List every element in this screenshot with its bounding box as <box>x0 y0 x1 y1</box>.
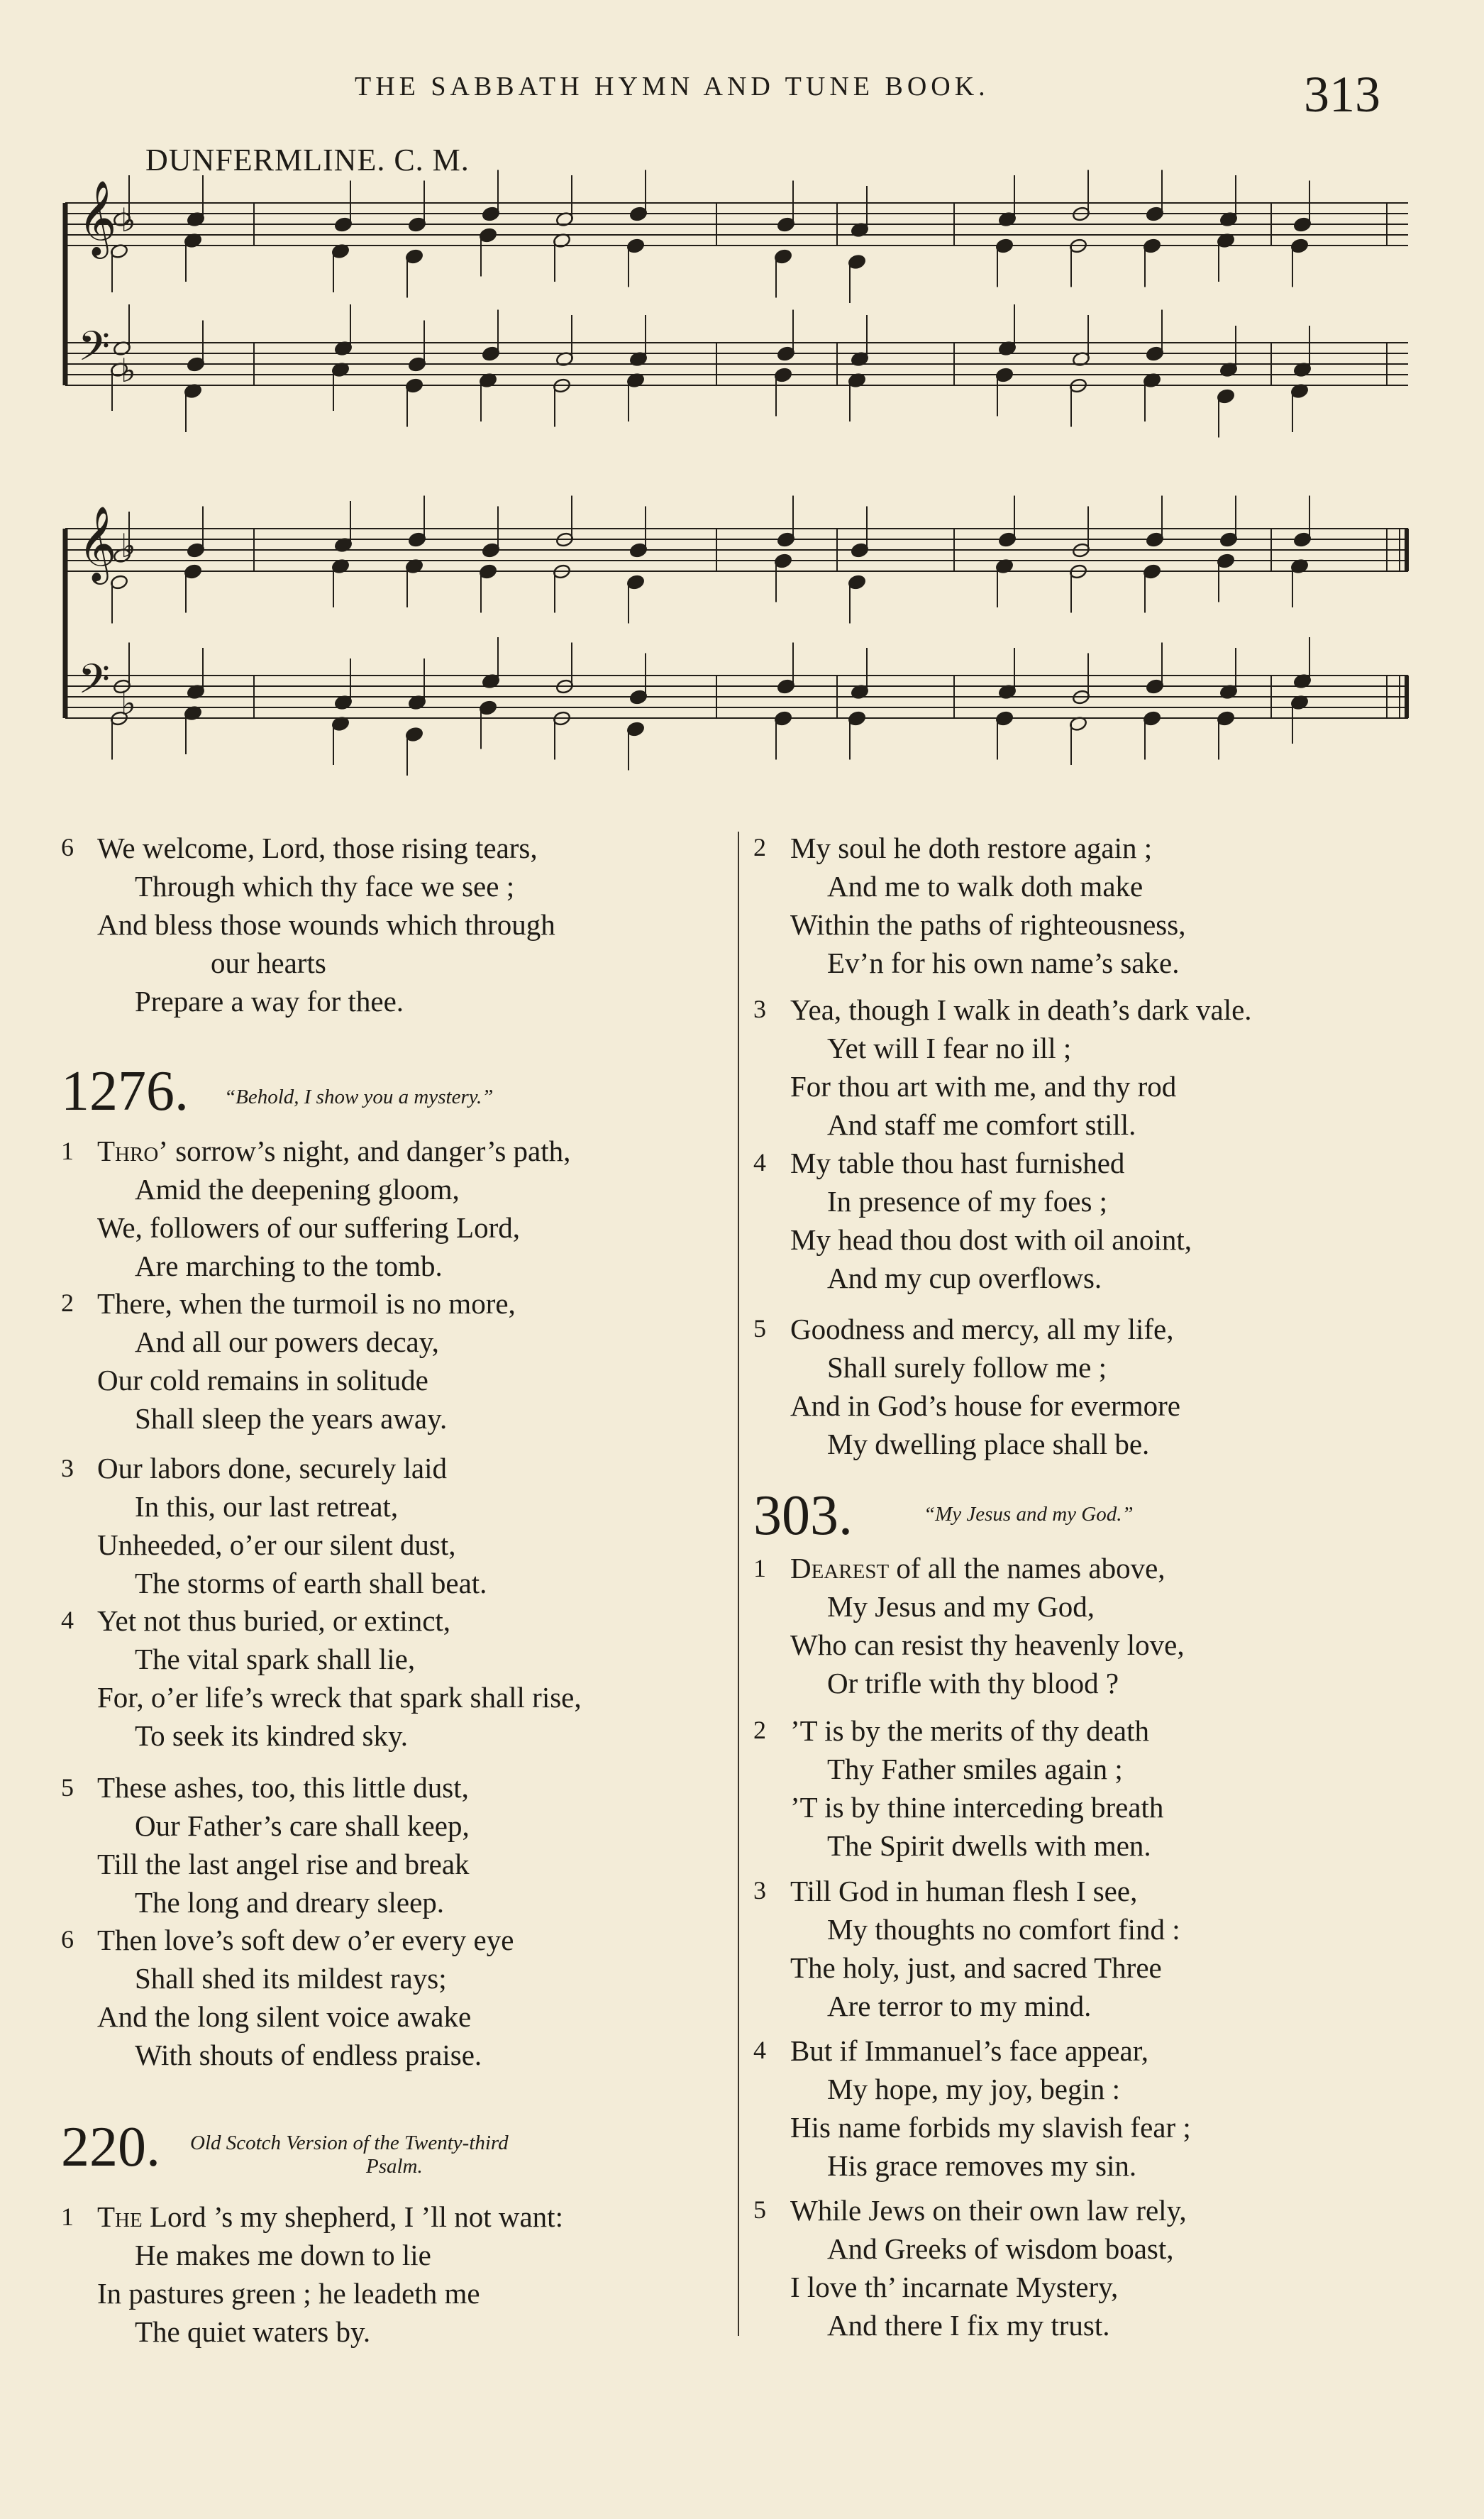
stanza-number: 3 <box>753 995 766 1023</box>
verse-line: ’T is by thine interceding breath <box>790 1791 1164 1824</box>
verse-line: His name forbids my slavish fear ; <box>790 2111 1191 2144</box>
tune-name: DUNFERMLINE. C. M. <box>145 143 470 177</box>
verse-line: Our labors done, securely laid <box>97 1452 447 1484</box>
verse-line: I love th’ incarnate Mystery, <box>790 2271 1119 2303</box>
hymn-title: “Behold, I show you a mystery.” <box>224 1086 494 1108</box>
stanza-number: 1 <box>753 1554 766 1582</box>
verse-line: But if Immanuel’s face appear, <box>790 2034 1148 2067</box>
key-signature-flat: ♭ <box>121 527 136 565</box>
verse-line: With shouts of endless praise. <box>135 2039 482 2071</box>
verse-line: My hope, my joy, begin : <box>827 2073 1121 2105</box>
stanza-number: 1 <box>61 1137 74 1165</box>
verse-line: The long and dreary sleep. <box>135 1886 445 1919</box>
verse-line: Yea, though I walk in death’s dark vale. <box>790 993 1252 1026</box>
verse-line: And my cup overflows. <box>827 1262 1102 1294</box>
treble-clef: 𝄞 <box>78 505 117 581</box>
stanza-number: 4 <box>753 2036 766 2064</box>
verse-line: We, followers of our suffering Lord, <box>97 1211 520 1244</box>
initial-word: Thro’ <box>97 1135 168 1167</box>
hymn-number: 220. <box>61 2116 160 2178</box>
verse-line: My head thou dost with oil anoint, <box>790 1223 1192 1256</box>
stanza-number: 4 <box>753 1148 766 1176</box>
verse-line: Through which thy face we see ; <box>135 870 515 903</box>
key-signature-flat: ♭ <box>121 351 136 390</box>
verse-line: We welcome, Lord, those rising tears, <box>97 832 538 864</box>
verse-line: My soul he doth restore again ; <box>790 832 1153 864</box>
verse-line: While Jews on their own law rely, <box>790 2194 1187 2227</box>
stanza-number: 6 <box>61 833 74 861</box>
verse-line: Thy Father smiles again ; <box>827 1753 1123 1785</box>
column-divider <box>738 832 739 2336</box>
verse-line: Till God in human flesh I see, <box>790 1875 1138 1907</box>
verse-line: For thou art with me, and thy rod <box>790 1070 1177 1103</box>
verse-line: Yet will I fear no ill ; <box>827 1032 1072 1064</box>
verse-line: Then love’s soft dew o’er every eye <box>97 1924 514 1956</box>
verse-line: And me to walk doth make <box>827 870 1144 903</box>
stanza-number: 6 <box>61 1925 74 1953</box>
verse-line: Or trifle with thy blood ? <box>827 1667 1119 1699</box>
verse-line: For, o’er life’s wreck that spark shall rise, <box>97 1681 582 1714</box>
verse-line: Till the last angel rise and break <box>97 1848 470 1880</box>
verse-line: Shall surely follow me ; <box>827 1351 1107 1384</box>
verse-line: My thoughts no comfort find : <box>827 1913 1180 1946</box>
verse-line: The Spirit dwells with men. <box>827 1829 1151 1862</box>
bass-clef: 𝄢 <box>78 655 111 713</box>
verse-line-rest: of all the names above, <box>889 1552 1165 1584</box>
key-signature-flat: ♭ <box>121 201 136 239</box>
hymn-title: Psalm. <box>366 2155 423 2178</box>
verse-line: He makes me down to lie <box>135 2239 431 2271</box>
verse-line: My Jesus and my God, <box>827 1590 1095 1623</box>
hymn-number: 1276. <box>61 1060 189 1123</box>
verse-line: My table thou hast furnished <box>790 1147 1125 1179</box>
stanza-number: 5 <box>61 1773 74 1802</box>
verse-line: The vital spark shall lie, <box>135 1643 416 1675</box>
verse-line: Amid the deepening gloom, <box>135 1173 460 1206</box>
verse-line: And Greeks of wisdom boast, <box>827 2232 1174 2265</box>
verse-line: In this, our last retreat, <box>135 1490 399 1523</box>
verse-line: Are terror to my mind. <box>827 1990 1092 2022</box>
verse-line: Within the paths of righteousness, <box>790 908 1186 941</box>
stanza-number: 2 <box>61 1289 74 1317</box>
treble-clef: 𝄞 <box>78 180 117 255</box>
verse-line: In pastures green ; he leadeth me <box>97 2277 480 2310</box>
verse-line: Ev’n for his own name’s sake. <box>827 947 1180 979</box>
stanza-number: 4 <box>61 1606 74 1634</box>
initial-word: The <box>97 2200 143 2233</box>
stanza-number: 2 <box>753 833 766 861</box>
verse-line: The holy, just, and sacred Three <box>790 1951 1162 1984</box>
verse-line: Shall sleep the years away. <box>135 1402 448 1435</box>
stanza-number: 3 <box>753 1876 766 1905</box>
verse-line: There, when the turmoil is no more, <box>97 1287 516 1320</box>
verse-line: And all our powers decay, <box>135 1325 439 1358</box>
verse-line: And in God’s house for evermore <box>790 1389 1180 1422</box>
verse-line: To seek its kindred sky. <box>135 1719 409 1752</box>
running-title: THE SABBATH HYMN AND TUNE BOOK. <box>355 72 990 101</box>
verse-line: our hearts <box>211 947 326 979</box>
verse-line: Our cold remains in solitude <box>97 1364 428 1396</box>
verse-line: In presence of my foes ; <box>827 1185 1108 1218</box>
hymn-title: “My Jesus and my God.” <box>924 1503 1134 1526</box>
hymn-number: 303. <box>753 1484 853 1547</box>
verse-line-rest: Lord ’s my shepherd, I ’ll not want: <box>142 2200 563 2233</box>
page-number: 313 <box>1304 66 1380 123</box>
verse-line: The quiet waters by. <box>135 2315 371 2348</box>
verse-line: Goodness and mercy, all my life, <box>790 1313 1174 1345</box>
verse-line: Yet not thus buried, or extinct, <box>97 1604 451 1637</box>
verse-line: These ashes, too, this little dust, <box>97 1771 469 1804</box>
verse-line: Who can resist thy heavenly love, <box>790 1628 1185 1661</box>
hymn-title: Old Scotch Version of the Twenty-third <box>190 2132 509 2154</box>
verse-line <box>97 2200 563 2233</box>
verse-line: Unheeded, o’er our silent dust, <box>97 1528 456 1561</box>
verse-line: Shall shed its mildest rays; <box>135 1962 447 1995</box>
verse-line-rest: sorrow’s night, and danger’s path, <box>167 1135 571 1167</box>
verse-line: Our Father’s care shall keep, <box>135 1809 470 1842</box>
bass-clef: 𝄢 <box>78 322 111 380</box>
verse-line: Are marching to the tomb. <box>135 1250 443 1282</box>
key-signature-flat: ♭ <box>121 684 136 722</box>
stanza-number: 1 <box>61 2203 74 2231</box>
initial-word: Dearest <box>790 1552 890 1584</box>
verse-line: The storms of earth shall beat. <box>135 1567 487 1599</box>
verse-line: Prepare a way for thee. <box>135 985 404 1018</box>
verse-line: ’T is by the merits of thy death <box>790 1714 1149 1747</box>
verse-line: And there I fix my trust. <box>827 2309 1110 2342</box>
stanza-number: 5 <box>753 1314 766 1343</box>
verse-line <box>790 1554 1165 1583</box>
stanza-number: 3 <box>61 1454 74 1482</box>
verse-line: His grace removes my sin. <box>827 2149 1137 2182</box>
music-score <box>0 0 1484 809</box>
verse-line: And bless those wounds which through <box>97 908 555 941</box>
verse-line: My dwelling place shall be. <box>827 1428 1150 1460</box>
verse-line <box>97 1137 570 1166</box>
verse-line: And staff me comfort still. <box>827 1108 1136 1141</box>
verse-line: And the long silent voice awake <box>97 2000 472 2033</box>
stanza-number: 2 <box>753 1716 766 1744</box>
stanza-number: 5 <box>753 2195 766 2224</box>
